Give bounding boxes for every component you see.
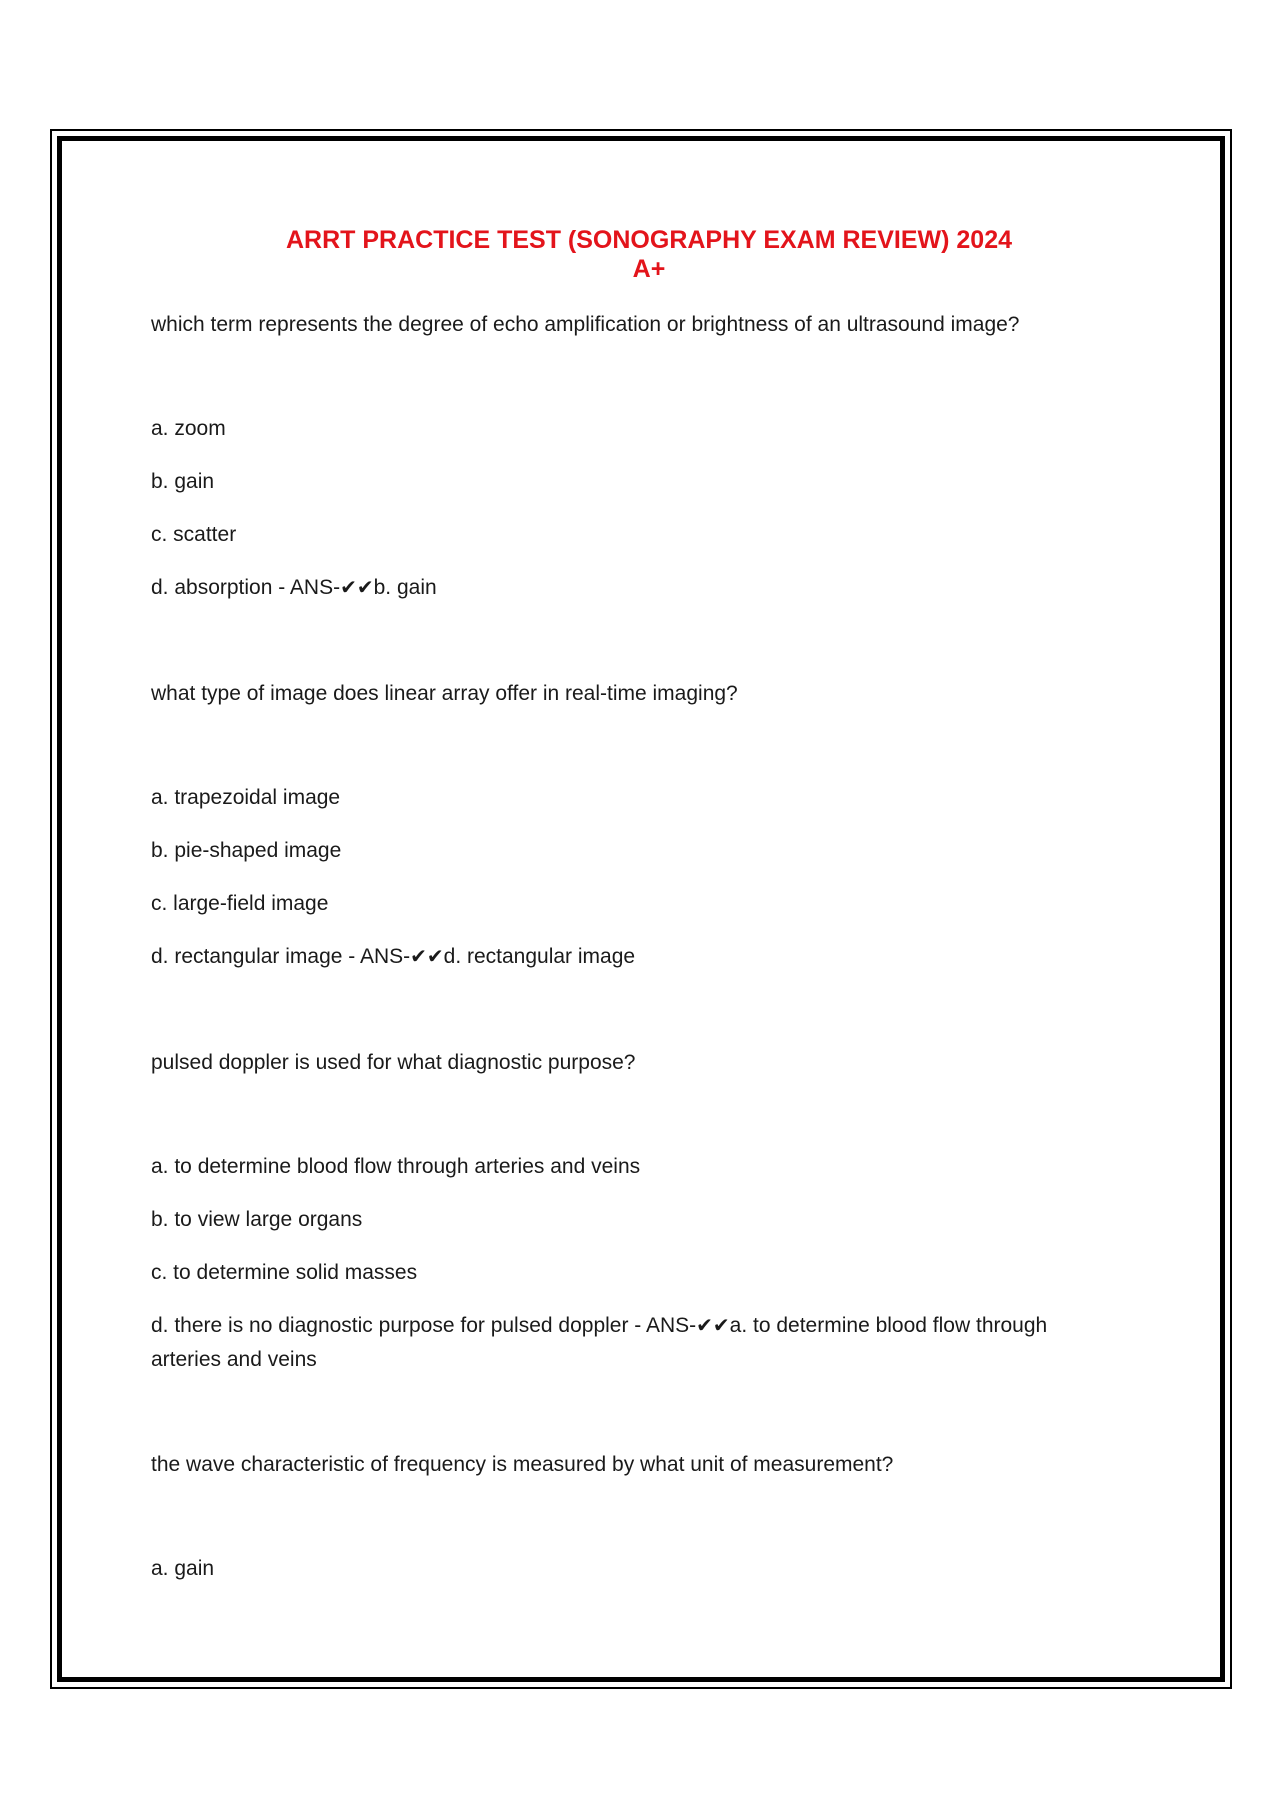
option-a: a. to determine blood flow through arteries and veins <box>151 1155 641 1178</box>
question-1 <box>151 308 1151 605</box>
answer-text: b. gain <box>373 576 437 599</box>
checkmark-icon: ✔✔ <box>696 1315 730 1337</box>
option-d-with-answer <box>151 940 1151 974</box>
answer-text: d. rectangular image <box>443 945 636 968</box>
option-a: a. gain <box>151 1557 215 1580</box>
option-d: d. there is no diagnostic purpose for pulsed doppler - ANS- <box>151 1314 697 1337</box>
option-d: d. absorption - ANS- <box>151 576 341 599</box>
document-content <box>151 226 1151 1605</box>
option-c: c. scatter <box>151 523 237 546</box>
option-c: c. to determine solid masses <box>151 1261 418 1284</box>
question-2 <box>151 677 1151 974</box>
option-b: b. pie-shaped image <box>151 839 342 862</box>
option-b: b. to view large organs <box>151 1208 363 1231</box>
checkmark-icon: ✔✔ <box>410 946 444 968</box>
question-4 <box>151 1448 1151 1585</box>
option-d: d. rectangular image - ANS- <box>151 945 411 968</box>
answer-text: a. to determine blood flow through arteries and veins <box>151 1314 1048 1371</box>
question-text: pulsed doppler is used for what diagnostic purpose? <box>151 1051 636 1074</box>
question-text: which term represents the degree of echo amplification or brightness of an ultrasound image? <box>151 313 1020 336</box>
option-c: c. large-field image <box>151 892 329 915</box>
option-a: a. trapezoidal image <box>151 786 341 809</box>
option-b: b. gain <box>151 470 215 493</box>
question-text: the wave characteristic of frequency is measured by what unit of measurement? <box>151 1453 894 1476</box>
option-d-with-answer <box>151 1309 1111 1376</box>
question-text: what type of image does linear array offer in real-time imaging? <box>151 682 738 705</box>
question-3 <box>151 1046 1151 1376</box>
option-a: a. zoom <box>151 417 226 440</box>
checkmark-icon: ✔✔ <box>340 577 374 599</box>
document-title: ARRT PRACTICE TEST (SONOGRAPHY EXAM REVIEW) 2024 A+ <box>285 226 1013 283</box>
option-d-with-answer <box>151 571 1151 605</box>
